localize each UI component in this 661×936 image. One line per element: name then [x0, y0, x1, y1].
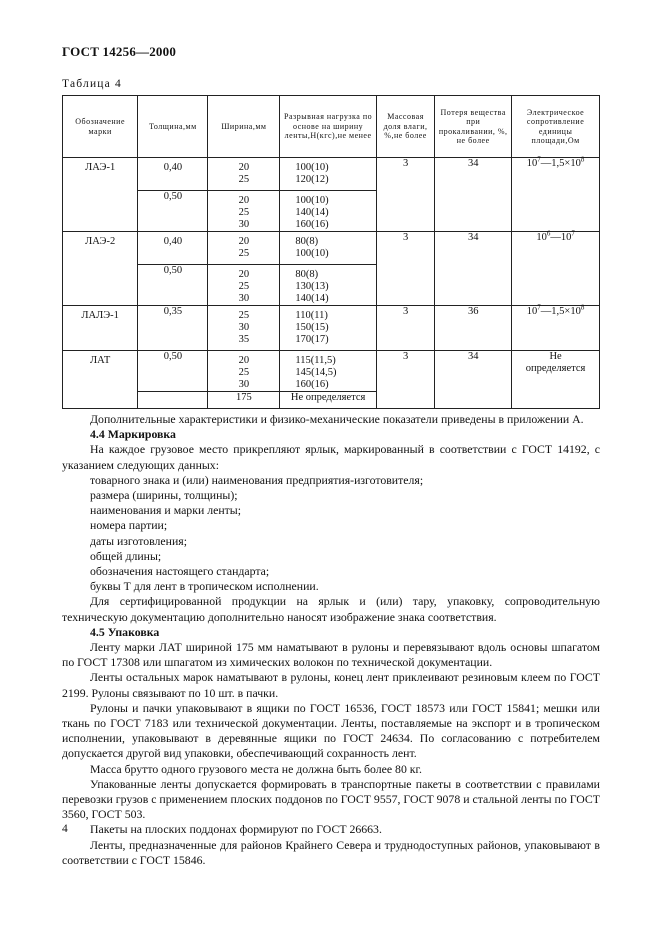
- paragraph-packaging-7: Ленты, предназначенные для районов Крайнего Севера и труднодоступных районов, упаковывают в соответствии с ГОСТ 15846.: [62, 837, 600, 867]
- paragraph-packaging-2: Ленты остальных марок наматывают в рулоны, конец лент приклеивают резиновым клеем по ГОСТ 2199. Рулоны связывают по 10 шт. в пачки.: [62, 670, 600, 700]
- load-cell: 110(11) 150(15) 170(17): [280, 306, 376, 351]
- thickness-cell: [138, 392, 208, 409]
- section-heading-packaging: 4.5 Упаковка: [90, 624, 160, 639]
- resistance-exponent: 8: [580, 303, 585, 312]
- loss-cell: 34: [435, 351, 512, 409]
- load-cell: 80(8) 130(13) 140(14): [280, 265, 376, 306]
- load-cell: 115(11,5) 145(14,5) 160(16): [280, 351, 376, 392]
- resistance-base: 10: [536, 232, 547, 243]
- col-header-loss: Потеря вещества при прокаливании, %, не более: [435, 96, 512, 158]
- resistance-range: —10: [550, 232, 572, 243]
- resistance-range: —1,5×10: [540, 158, 581, 169]
- table-row: [63, 158, 600, 191]
- table-header-row: [63, 96, 600, 158]
- paragraph-certification: Для сертифицированной продукции на ярлык и (или) тару, упаковку, сопроводительную техническую документацию дополнительно наносят изображение знака соответствия.: [62, 594, 600, 624]
- list-item: буквы Т для лент в тропическом исполнении.: [90, 579, 319, 594]
- resistance-cell: [512, 303, 600, 351]
- resistance-exponent: 7: [537, 155, 541, 164]
- width-cell: 25 30 35: [208, 306, 280, 351]
- col-header-width: Ширина,мм: [208, 96, 280, 158]
- resistance-exponent: 7: [537, 303, 541, 312]
- resistance-cell: [512, 229, 600, 306]
- load-cell: 80(8) 100(10): [280, 232, 376, 265]
- thickness-cell: 0,40: [138, 232, 208, 265]
- col-header-resistance: Электрическое сопротивление единицы площади,Ом: [512, 96, 600, 158]
- moisture-cell: 3: [376, 306, 434, 351]
- moisture-cell: 3: [376, 232, 434, 306]
- document-header: ГОСТ 14256—2000: [62, 44, 177, 59]
- list-item: товарного знака и (или) наименования предприятия-изготовителя;: [90, 472, 424, 487]
- thickness-cell: 0,35: [138, 306, 208, 351]
- paragraph-marking: На каждое грузовое место прикрепляют ярлык, маркированный в соответствии с ГОСТ 14192, с указанием следующих данных:: [62, 442, 600, 472]
- resistance-base: 10: [526, 306, 538, 317]
- width-cell: 20 25 30: [208, 351, 280, 392]
- loss-cell: 34: [435, 232, 512, 306]
- table-row: [63, 232, 600, 265]
- loss-cell: 34: [435, 158, 512, 232]
- list-item: номера партии;: [90, 518, 168, 533]
- width-cell: 20 25: [208, 232, 280, 265]
- list-item: размера (ширины, толщины);: [90, 488, 238, 503]
- col-header-load: Разрывная нагрузка по основе на ширину ленты,Н(кгс),не менее: [280, 96, 376, 158]
- moisture-cell: 3: [376, 158, 434, 232]
- mark-cell: ЛАЭ-2: [63, 232, 138, 306]
- resistance-exponent: 6: [546, 229, 551, 238]
- resistance-cell: [512, 155, 600, 232]
- list-item: наименования и марки ленты;: [90, 503, 241, 518]
- resistance-range: —1,5×10: [540, 306, 581, 317]
- width-cell: 20 25 30: [208, 191, 280, 232]
- list-item: даты изготовления;: [90, 533, 187, 548]
- col-header-moisture: Массовая доля влаги, %,не более: [376, 96, 434, 158]
- thickness-cell: 0,50: [138, 351, 208, 392]
- resistance-exponent: 8: [580, 155, 585, 164]
- paragraph-packaging-3: Рулоны и пачки упаковывают в ящики по ГОСТ 16536, ГОСТ 18573 или ГОСТ 15841; мешки или ткань по ГОСТ 7183 или технической документации. Ленты, поставляемые на экспорт и в тропическом исполнении, упаковывают в деревянные ящики по ГОСТ 24634. По согласованию с потребителем допускается другой вид упаковки, обеспечивающий сохранность лент.: [62, 700, 600, 761]
- thickness-cell: 0,40: [138, 158, 208, 191]
- moisture-cell: 3: [376, 351, 434, 409]
- resistance-cell: Не определяется: [512, 351, 600, 409]
- paragraph-additional: Дополнительные характеристики и физико-механические показатели приведены в приложении А.: [90, 412, 584, 426]
- width-cell: 175: [208, 392, 280, 409]
- mark-cell: ЛАЛЭ-1: [63, 306, 138, 351]
- paragraph-packaging-1: Ленту марки ЛАТ шириной 175 мм наматывают в рулоны и перевязывают вдоль основы шпагатом по ГОСТ 17308 или шпагатом из химических волокон по технической документации.: [62, 640, 600, 670]
- paragraph-packaging-4: Масса брутто одного грузового места не должна быть более 80 кг.: [90, 761, 422, 776]
- table-row: [63, 351, 600, 392]
- width-cell: 20 25: [208, 158, 280, 191]
- resistance-base: 10: [526, 158, 538, 169]
- load-cell: Не определяется: [280, 392, 376, 409]
- thickness-cell: 0,50: [138, 265, 208, 306]
- col-header-mark: Обозначение марки: [63, 96, 138, 158]
- page-number: 4: [62, 823, 68, 835]
- mark-cell: ЛАТ: [63, 351, 138, 409]
- width-cell: 20 25 30: [208, 265, 280, 306]
- resistance-exponent: 7: [571, 229, 575, 238]
- paragraph-packaging-6: Пакеты на плоских поддонах формируют по ГОСТ 26663.: [90, 822, 382, 837]
- table-4: [62, 95, 600, 409]
- paragraph-packaging-5: Упакованные ленты допускается формировать в транспортные пакеты в соответствии с правилами перевозки грузов с применением плоских поддонов по ГОСТ 9557, ГОСТ 9078 и стальной ленты по ГОСТ 3560, ГОСТ 503.: [62, 776, 600, 822]
- table-caption: Таблица 4: [62, 78, 122, 90]
- section-heading-marking: 4.4 Маркировка: [90, 427, 176, 442]
- mark-cell: ЛАЭ-1: [63, 158, 138, 232]
- loss-cell: 36: [435, 306, 512, 351]
- body-text: [62, 412, 600, 868]
- list-item: общей длины;: [90, 548, 162, 563]
- list-item: обозначения настоящего стандарта;: [90, 564, 270, 579]
- col-header-thickness: Толщина,мм: [138, 96, 208, 158]
- table-row: [63, 306, 600, 351]
- thickness-cell: 0,50: [138, 191, 208, 232]
- load-cell: 100(10) 140(14) 160(16): [280, 191, 376, 232]
- load-cell: 100(10) 120(12): [280, 158, 376, 191]
